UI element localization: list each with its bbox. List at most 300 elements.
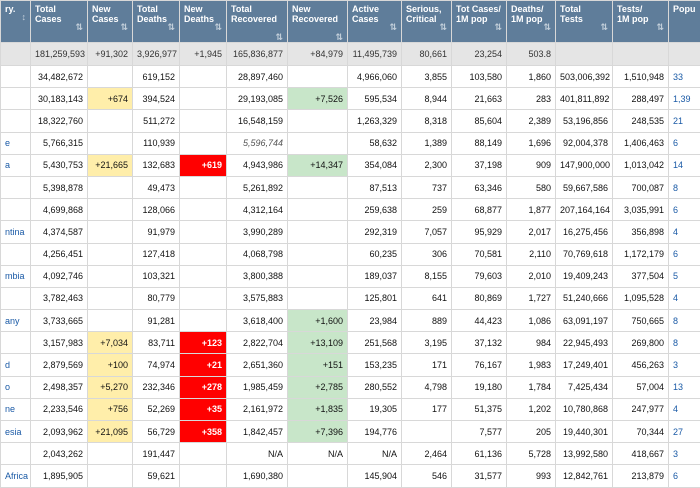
- table-row: [1, 132, 700, 154]
- cell-active-cases: 194,776: [348, 421, 402, 443]
- cell-tot-cases-per-1m: 68,877: [452, 199, 507, 221]
- cell-country[interactable]: esia: [1, 421, 31, 443]
- cell-active-cases: 259,638: [348, 199, 402, 221]
- cell-serious-critical: 80,661: [402, 43, 452, 66]
- table-row: [1, 310, 700, 332]
- cell-deaths-per-1m: 909: [507, 154, 556, 176]
- cell-new-recovered: +2,785: [288, 376, 348, 398]
- cell-total-cases: 2,043,262: [31, 443, 88, 465]
- cell-new-deaths: [180, 110, 227, 132]
- sort-arrows-icon[interactable]: ⇅: [600, 22, 608, 32]
- cell-serious-critical: 306: [402, 243, 452, 265]
- cell-total-tests: 207,164,164: [556, 199, 613, 221]
- column-header-label: Total Deaths: [137, 4, 167, 24]
- cell-new-cases: [88, 443, 133, 465]
- cell-new-recovered: [288, 110, 348, 132]
- cell-active-cases: 11,495,739: [348, 43, 402, 66]
- cell-total-recovered: 2,822,704: [227, 332, 288, 354]
- cell-new-recovered: [288, 132, 348, 154]
- cell-active-cases: 23,984: [348, 310, 402, 332]
- cell-population: 4: [669, 287, 700, 309]
- cell-new-deaths: [180, 287, 227, 309]
- cell-deaths-per-1m: 1,727: [507, 287, 556, 309]
- cell-total-cases: 4,092,746: [31, 265, 88, 287]
- cell-serious-critical: 7,057: [402, 221, 452, 243]
- cell-total-deaths: 132,683: [133, 154, 180, 176]
- sort-arrows-icon[interactable]: ⇅: [120, 22, 128, 32]
- column-header-label: Popu: [673, 4, 696, 14]
- cell-total-cases: 2,093,962: [31, 421, 88, 443]
- column-header-label: Deaths/ 1M pop: [511, 4, 544, 24]
- cell-new-recovered: [288, 199, 348, 221]
- cell-new-deaths: +123: [180, 332, 227, 354]
- cell-total-tests: 51,240,666: [556, 287, 613, 309]
- table-row: [1, 243, 700, 265]
- cell-deaths-per-1m: 580: [507, 176, 556, 198]
- cell-tot-cases-per-1m: 21,663: [452, 88, 507, 110]
- cell-serious-critical: 546: [402, 465, 452, 487]
- cell-total-deaths: 232,346: [133, 376, 180, 398]
- cell-tests-per-1m: 3,035,991: [613, 199, 669, 221]
- cell-country[interactable]: [1, 199, 31, 221]
- cell-new-cases: +91,302: [88, 43, 133, 66]
- cell-serious-critical: 8,155: [402, 265, 452, 287]
- cell-population: 8: [669, 310, 700, 332]
- cell-country[interactable]: [1, 443, 31, 465]
- cell-country[interactable]: Africa: [1, 465, 31, 487]
- column-header-total-tests[interactable]: [556, 1, 613, 43]
- cell-tests-per-1m: 288,497: [613, 88, 669, 110]
- column-header-new-deaths[interactable]: [180, 1, 227, 43]
- cell-total-deaths: 511,272: [133, 110, 180, 132]
- cell-total-cases: 3,782,463: [31, 287, 88, 309]
- cell-serious-critical: 171: [402, 354, 452, 376]
- cell-total-recovered: 4,943,986: [227, 154, 288, 176]
- cell-total-tests: 147,900,000: [556, 154, 613, 176]
- cell-total-cases: 5,766,315: [31, 132, 88, 154]
- cell-country[interactable]: o: [1, 376, 31, 398]
- cell-tests-per-1m: 269,800: [613, 332, 669, 354]
- cell-total-tests: 22,945,493: [556, 332, 613, 354]
- cell-tot-cases-per-1m: 37,198: [452, 154, 507, 176]
- cell-tot-cases-per-1m: 79,603: [452, 265, 507, 287]
- cell-deaths-per-1m: 1,877: [507, 199, 556, 221]
- cell-new-cases: +21,665: [88, 154, 133, 176]
- cell-population: 6: [669, 465, 700, 487]
- cell-active-cases: 58,632: [348, 132, 402, 154]
- cell-deaths-per-1m: 1,696: [507, 132, 556, 154]
- cell-new-cases: [88, 265, 133, 287]
- column-header-total-cases[interactable]: [31, 1, 88, 43]
- column-header-active-cases[interactable]: [348, 1, 402, 43]
- cell-country[interactable]: ne: [1, 398, 31, 420]
- table-row: [1, 287, 700, 309]
- cell-total-cases: 2,233,546: [31, 398, 88, 420]
- cell-tot-cases-per-1m: 95,929: [452, 221, 507, 243]
- cell-tests-per-1m: 1,095,528: [613, 287, 669, 309]
- cell-tot-cases-per-1m: 103,580: [452, 66, 507, 88]
- cell-country[interactable]: any: [1, 310, 31, 332]
- cell-total-deaths: 56,729: [133, 421, 180, 443]
- table-body: [1, 43, 700, 488]
- cell-total-cases: 4,256,451: [31, 243, 88, 265]
- cell-deaths-per-1m: 984: [507, 332, 556, 354]
- cell-total-recovered: 3,800,388: [227, 265, 288, 287]
- cell-new-cases: [88, 465, 133, 487]
- table-row: [1, 154, 700, 176]
- cell-country[interactable]: [1, 110, 31, 132]
- cell-total-tests: 63,091,197: [556, 310, 613, 332]
- cell-active-cases: 19,305: [348, 398, 402, 420]
- cell-new-deaths: +278: [180, 376, 227, 398]
- cell-new-recovered: +7,526: [288, 88, 348, 110]
- cell-tot-cases-per-1m: 51,375: [452, 398, 507, 420]
- cell-total-tests: 12,842,761: [556, 465, 613, 487]
- cell-active-cases: 60,235: [348, 243, 402, 265]
- cell-serious-critical: 2,464: [402, 443, 452, 465]
- cell-country[interactable]: e: [1, 132, 31, 154]
- cell-deaths-per-1m: 1,860: [507, 66, 556, 88]
- sort-arrows-icon[interactable]: ⇅: [543, 22, 551, 32]
- cell-deaths-per-1m: 503.8: [507, 43, 556, 66]
- cell-total-tests: 13,992,580: [556, 443, 613, 465]
- table-row: [1, 398, 700, 420]
- cell-population: 1,39: [669, 88, 700, 110]
- cell-new-cases: [88, 221, 133, 243]
- cell-total-recovered: 3,575,883: [227, 287, 288, 309]
- cell-tests-per-1m: 1,013,042: [613, 154, 669, 176]
- column-header-label: Tests/ 1M pop: [617, 4, 649, 24]
- cell-tests-per-1m: 456,263: [613, 354, 669, 376]
- cell-deaths-per-1m: 2,017: [507, 221, 556, 243]
- cell-total-deaths: 3,926,977: [133, 43, 180, 66]
- cell-total-tests: 19,409,243: [556, 265, 613, 287]
- cell-country[interactable]: [1, 176, 31, 198]
- cell-tests-per-1m: 248,535: [613, 110, 669, 132]
- sort-arrows-icon[interactable]: ⇅: [275, 32, 283, 42]
- cell-total-cases: 181,259,593: [31, 43, 88, 66]
- cell-total-recovered: 165,836,877: [227, 43, 288, 66]
- cell-new-recovered: +7,396: [288, 421, 348, 443]
- cell-tests-per-1m: 1,406,463: [613, 132, 669, 154]
- cell-country[interactable]: d: [1, 354, 31, 376]
- cell-tot-cases-per-1m: 61,136: [452, 443, 507, 465]
- cell-total-tests: 503,006,392: [556, 66, 613, 88]
- column-header-total-recovered[interactable]: [227, 1, 288, 43]
- cell-new-cases: [88, 66, 133, 88]
- cell-country[interactable]: [1, 287, 31, 309]
- cell-population: 3: [669, 354, 700, 376]
- cell-new-deaths: [180, 176, 227, 198]
- cell-new-deaths: [180, 132, 227, 154]
- cell-new-cases: [88, 176, 133, 198]
- table-row: [1, 332, 700, 354]
- column-header-label: New Deaths: [184, 4, 214, 24]
- cell-serious-critical: 2,300: [402, 154, 452, 176]
- cell-serious-critical: 259: [402, 199, 452, 221]
- cell-total-cases: 2,879,569: [31, 354, 88, 376]
- sort-arrows-icon[interactable]: ⇅: [167, 22, 175, 32]
- cell-serious-critical: [402, 421, 452, 443]
- cell-total-deaths: 80,779: [133, 287, 180, 309]
- cell-population: 27: [669, 421, 700, 443]
- cell-population: 14: [669, 154, 700, 176]
- cell-deaths-per-1m: 205: [507, 421, 556, 443]
- cell-total-cases: 3,157,983: [31, 332, 88, 354]
- cell-country: [1, 43, 31, 66]
- table-row: [1, 443, 700, 465]
- cell-active-cases: 354,084: [348, 154, 402, 176]
- cell-new-recovered: [288, 221, 348, 243]
- cell-new-deaths: +619: [180, 154, 227, 176]
- cell-new-cases: +21,095: [88, 421, 133, 443]
- cell-total-deaths: 74,974: [133, 354, 180, 376]
- cell-population: [669, 43, 700, 66]
- column-header-deaths-per-1m[interactable]: [507, 1, 556, 43]
- cell-tests-per-1m: 356,898: [613, 221, 669, 243]
- cell-tot-cases-per-1m: 37,132: [452, 332, 507, 354]
- cell-total-deaths: 191,447: [133, 443, 180, 465]
- column-header-label: Total Cases: [35, 4, 62, 24]
- cell-tests-per-1m: 1,510,948: [613, 66, 669, 88]
- cell-serious-critical: 3,855: [402, 66, 452, 88]
- cell-total-tests: 10,780,868: [556, 398, 613, 420]
- cell-deaths-per-1m: 2,010: [507, 265, 556, 287]
- sort-arrows-icon[interactable]: ⇅: [75, 22, 83, 32]
- cell-new-deaths: +358: [180, 421, 227, 443]
- cell-total-cases: 2,498,357: [31, 376, 88, 398]
- cell-total-recovered: 2,161,972: [227, 398, 288, 420]
- cell-total-tests: 7,425,434: [556, 376, 613, 398]
- column-header-label: ry.: [5, 4, 15, 14]
- column-header-new-recovered[interactable]: [288, 1, 348, 43]
- cell-tests-per-1m: 700,087: [613, 176, 669, 198]
- cell-country[interactable]: [1, 332, 31, 354]
- cell-new-cases: [88, 243, 133, 265]
- cell-total-recovered: 3,618,400: [227, 310, 288, 332]
- cell-total-deaths: 91,979: [133, 221, 180, 243]
- cell-active-cases: 595,534: [348, 88, 402, 110]
- cell-total-tests: 401,811,892: [556, 88, 613, 110]
- cell-serious-critical: 4,798: [402, 376, 452, 398]
- table-row: [1, 465, 700, 487]
- cell-tests-per-1m: 57,004: [613, 376, 669, 398]
- cell-total-tests: 92,004,378: [556, 132, 613, 154]
- cell-total-deaths: 91,281: [133, 310, 180, 332]
- cell-total-cases: 4,374,587: [31, 221, 88, 243]
- cell-deaths-per-1m: 1,202: [507, 398, 556, 420]
- cell-new-deaths: [180, 310, 227, 332]
- cell-new-recovered: +13,109: [288, 332, 348, 354]
- cell-total-recovered: N/A: [227, 443, 288, 465]
- cell-new-deaths: [180, 243, 227, 265]
- cell-total-tests: 19,440,301: [556, 421, 613, 443]
- column-header-total-deaths[interactable]: [133, 1, 180, 43]
- cell-new-recovered: [288, 465, 348, 487]
- cell-total-recovered: 4,312,164: [227, 199, 288, 221]
- table-row: [1, 110, 700, 132]
- column-header-label: Serious, Critical: [406, 4, 442, 24]
- cell-serious-critical: 737: [402, 176, 452, 198]
- cell-tests-per-1m: 377,504: [613, 265, 669, 287]
- column-header-tot-cases-per-1m[interactable]: [452, 1, 507, 43]
- cell-new-recovered: +1,835: [288, 398, 348, 420]
- cell-country[interactable]: [1, 88, 31, 110]
- cell-total-tests: 70,769,618: [556, 243, 613, 265]
- cell-total-deaths: 127,418: [133, 243, 180, 265]
- cell-total-deaths: 52,269: [133, 398, 180, 420]
- world-total-row: [1, 43, 700, 66]
- cell-deaths-per-1m: 283: [507, 88, 556, 110]
- cell-tot-cases-per-1m: 31,577: [452, 465, 507, 487]
- cell-new-cases: [88, 110, 133, 132]
- cell-new-cases: [88, 132, 133, 154]
- cell-new-recovered: +84,979: [288, 43, 348, 66]
- cell-new-deaths: +35: [180, 398, 227, 420]
- cell-new-recovered: +151: [288, 354, 348, 376]
- cell-tot-cases-per-1m: 80,869: [452, 287, 507, 309]
- cell-active-cases: 189,037: [348, 265, 402, 287]
- cell-country[interactable]: ntina: [1, 221, 31, 243]
- cell-total-cases: 4,699,868: [31, 199, 88, 221]
- column-header-label: New Cases: [92, 4, 119, 24]
- cell-tests-per-1m: 213,879: [613, 465, 669, 487]
- cell-active-cases: 280,552: [348, 376, 402, 398]
- cell-population: 5: [669, 265, 700, 287]
- cell-new-cases: +7,034: [88, 332, 133, 354]
- cell-new-cases: +674: [88, 88, 133, 110]
- cell-total-deaths: 619,152: [133, 66, 180, 88]
- cell-population: 6: [669, 199, 700, 221]
- column-header-label: Total Tests: [560, 4, 583, 24]
- cell-new-recovered: [288, 176, 348, 198]
- cell-total-tests: 17,249,401: [556, 354, 613, 376]
- cell-total-deaths: 59,621: [133, 465, 180, 487]
- cell-total-cases: 30,183,143: [31, 88, 88, 110]
- table-row: [1, 421, 700, 443]
- cell-population: 8: [669, 176, 700, 198]
- cell-population: 4: [669, 221, 700, 243]
- cell-new-cases: [88, 199, 133, 221]
- table-row: [1, 221, 700, 243]
- cell-new-cases: [88, 287, 133, 309]
- cell-total-recovered: 3,990,289: [227, 221, 288, 243]
- cell-new-cases: +756: [88, 398, 133, 420]
- cell-new-deaths: [180, 88, 227, 110]
- cell-new-deaths: +1,945: [180, 43, 227, 66]
- column-header-country[interactable]: [1, 1, 31, 43]
- cell-tests-per-1m: [613, 43, 669, 66]
- cell-new-recovered: [288, 265, 348, 287]
- cell-deaths-per-1m: 1,983: [507, 354, 556, 376]
- cell-total-deaths: 110,939: [133, 132, 180, 154]
- column-header-new-cases[interactable]: [88, 1, 133, 43]
- cell-total-cases: 5,398,878: [31, 176, 88, 198]
- cell-total-deaths: 394,524: [133, 88, 180, 110]
- cell-total-deaths: 128,066: [133, 199, 180, 221]
- table-header-row: [1, 1, 700, 43]
- cell-tot-cases-per-1m: 44,423: [452, 310, 507, 332]
- column-header-serious-critical[interactable]: [402, 1, 452, 43]
- sort-arrows-icon[interactable]: ⇅: [214, 22, 222, 32]
- cell-active-cases: 87,513: [348, 176, 402, 198]
- cell-total-deaths: 83,711: [133, 332, 180, 354]
- cell-active-cases: 4,966,060: [348, 66, 402, 88]
- cell-new-recovered: [288, 66, 348, 88]
- cell-total-recovered: 16,548,159: [227, 110, 288, 132]
- column-header-population[interactable]: [669, 1, 700, 43]
- column-header-label: Total Recovered: [231, 4, 277, 24]
- cell-deaths-per-1m: 2,389: [507, 110, 556, 132]
- cell-country[interactable]: [1, 243, 31, 265]
- cell-tests-per-1m: 418,667: [613, 443, 669, 465]
- cell-total-deaths: 103,321: [133, 265, 180, 287]
- cell-serious-critical: 3,195: [402, 332, 452, 354]
- cell-new-deaths: [180, 221, 227, 243]
- cell-tot-cases-per-1m: 19,180: [452, 376, 507, 398]
- sort-arrows-icon[interactable]: ⇅: [494, 22, 502, 32]
- cell-total-recovered: 1,842,457: [227, 421, 288, 443]
- cell-active-cases: 292,319: [348, 221, 402, 243]
- cell-deaths-per-1m: 1,086: [507, 310, 556, 332]
- cell-deaths-per-1m: 1,784: [507, 376, 556, 398]
- cell-total-recovered: 5,596,744: [227, 132, 288, 154]
- column-header-label: New Recovered: [292, 4, 338, 24]
- table-row: [1, 66, 700, 88]
- cell-active-cases: 251,568: [348, 332, 402, 354]
- cell-total-deaths: 49,473: [133, 176, 180, 198]
- sort-arrows-icon[interactable]: ⇅: [389, 22, 397, 32]
- cell-total-tests: 59,667,586: [556, 176, 613, 198]
- cell-total-cases: 34,482,672: [31, 66, 88, 88]
- cell-serious-critical: 8,318: [402, 110, 452, 132]
- table-row: [1, 88, 700, 110]
- cell-population: 3: [669, 443, 700, 465]
- cell-total-recovered: 28,897,460: [227, 66, 288, 88]
- cell-total-recovered: 4,068,798: [227, 243, 288, 265]
- cell-population: 33: [669, 66, 700, 88]
- cell-tot-cases-per-1m: 85,604: [452, 110, 507, 132]
- sort-arrows-icon[interactable]: ⇅: [656, 22, 664, 32]
- cell-population: 8: [669, 332, 700, 354]
- cell-new-recovered: [288, 243, 348, 265]
- sort-arrows-icon[interactable]: ⇅: [335, 32, 343, 42]
- cell-population: 21: [669, 110, 700, 132]
- sort-arrows-icon[interactable]: ⇅: [439, 22, 447, 32]
- cell-country[interactable]: mbia: [1, 265, 31, 287]
- cell-country[interactable]: [1, 66, 31, 88]
- cell-population: 4: [669, 398, 700, 420]
- cell-deaths-per-1m: 993: [507, 465, 556, 487]
- cell-tot-cases-per-1m: 23,254: [452, 43, 507, 66]
- cell-deaths-per-1m: 2,110: [507, 243, 556, 265]
- cell-tot-cases-per-1m: 7,577: [452, 421, 507, 443]
- cell-new-cases: +100: [88, 354, 133, 376]
- cell-active-cases: 153,235: [348, 354, 402, 376]
- cell-population: 6: [669, 243, 700, 265]
- column-header-label: Active Cases: [352, 4, 379, 24]
- cell-total-cases: 18,322,760: [31, 110, 88, 132]
- cell-tests-per-1m: 1,172,179: [613, 243, 669, 265]
- cell-tests-per-1m: 247,977: [613, 398, 669, 420]
- column-header-tests-per-1m[interactable]: [613, 1, 669, 43]
- sort-arrows-icon[interactable]: ↕: [22, 12, 27, 22]
- cell-new-deaths: [180, 443, 227, 465]
- cell-active-cases: 145,904: [348, 465, 402, 487]
- cell-country[interactable]: a: [1, 154, 31, 176]
- cell-tot-cases-per-1m: 76,167: [452, 354, 507, 376]
- cell-population: 6: [669, 132, 700, 154]
